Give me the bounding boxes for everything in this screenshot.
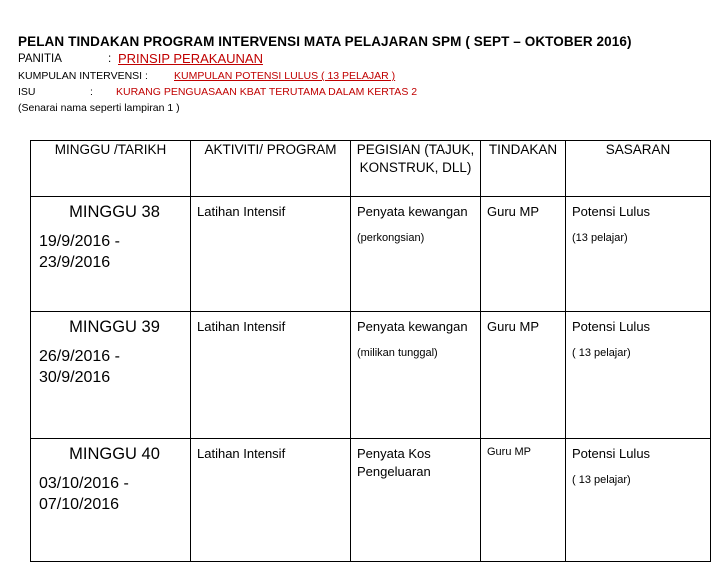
activity-cell: Latihan Intensif — [191, 439, 351, 562]
isu-colon: : — [90, 86, 93, 98]
column-header-sasaran: SASARAN — [566, 141, 711, 197]
target-cell — [566, 312, 711, 439]
week-label: MINGGU 40 — [69, 445, 160, 463]
isu-value: KURANG PENGUASAAN KBAT TERUTAMA DALAM KERTAS 2 — [116, 86, 418, 98]
content-text: Penyata kewangan — [357, 204, 468, 219]
week-cell — [31, 312, 191, 439]
target-subtext: ( 13 pelajar) — [572, 473, 631, 486]
action-cell: Guru MP — [481, 312, 566, 439]
content-cell — [351, 197, 481, 312]
isu-label: ISU — [18, 86, 36, 98]
document-title: PELAN TINDAKAN PROGRAM INTERVENSI MATA PELAJARAN SPM ( SEPT – OKTOBER 2016) — [18, 34, 632, 49]
content-subtext: (perkongsian) — [357, 231, 425, 244]
table-row — [31, 312, 711, 439]
week-label: MINGGU 38 — [69, 203, 160, 221]
panitia-value: PRINSIP PERAKAUNAN — [118, 51, 263, 66]
action-cell: Guru MP — [481, 439, 566, 562]
target-subtext: ( 13 pelajar) — [572, 346, 631, 359]
panitia-label: PANITIA — [18, 53, 62, 65]
activity-cell: Latihan Intensif — [191, 197, 351, 312]
activity-cell: Latihan Intensif — [191, 312, 351, 439]
content-text: Penyata kewangan — [357, 319, 468, 334]
content-cell — [351, 439, 481, 562]
action-cell: Guru MP — [481, 197, 566, 312]
target-text: Potensi Lulus — [572, 446, 651, 461]
content-subtext: (milikan tunggal) — [357, 346, 438, 359]
target-cell — [566, 197, 711, 312]
target-subtext: (13 pelajar) — [572, 231, 628, 244]
target-cell — [566, 439, 711, 562]
week-dates: 19/9/2016 - 23/9/2016 — [39, 233, 120, 271]
content-text: Penyata Kos Pengeluaran — [357, 446, 431, 479]
column-header-aktiviti: AKTIVITI/ PROGRAM — [191, 141, 351, 197]
target-text: Potensi Lulus — [572, 204, 651, 219]
week-label: MINGGU 39 — [69, 318, 160, 336]
content-cell — [351, 312, 481, 439]
document-header — [18, 34, 708, 118]
kumpulan-value: KUMPULAN POTENSI LULUS ( 13 PELAJAR ) — [174, 70, 396, 82]
lampiran-note: (Senarai nama seperti lampiran 1 ) — [18, 102, 180, 114]
isu-row — [18, 86, 708, 102]
column-header-pegisian: PEGISIAN (TAJUK, KONSTRUK, DLL) — [351, 141, 481, 197]
week-dates: 03/10/2016 - 07/10/2016 — [39, 475, 129, 513]
week-dates: 26/9/2016 - 30/9/2016 — [39, 348, 120, 386]
column-header-tindakan: TINDAKAN — [481, 141, 566, 197]
kumpulan-row — [18, 70, 708, 86]
table-header-row — [31, 141, 711, 197]
column-header-minggu: MINGGU /TARIKH — [31, 141, 191, 197]
table-row — [31, 197, 711, 312]
week-cell — [31, 197, 191, 312]
panitia-colon: : — [108, 53, 112, 65]
note-row — [18, 102, 708, 118]
target-text: Potensi Lulus — [572, 319, 651, 334]
table-row — [31, 439, 711, 562]
week-cell — [31, 439, 191, 562]
action-plan-table — [30, 140, 711, 562]
panitia-row — [18, 53, 708, 70]
kumpulan-label: KUMPULAN INTERVENSI : — [18, 70, 148, 82]
